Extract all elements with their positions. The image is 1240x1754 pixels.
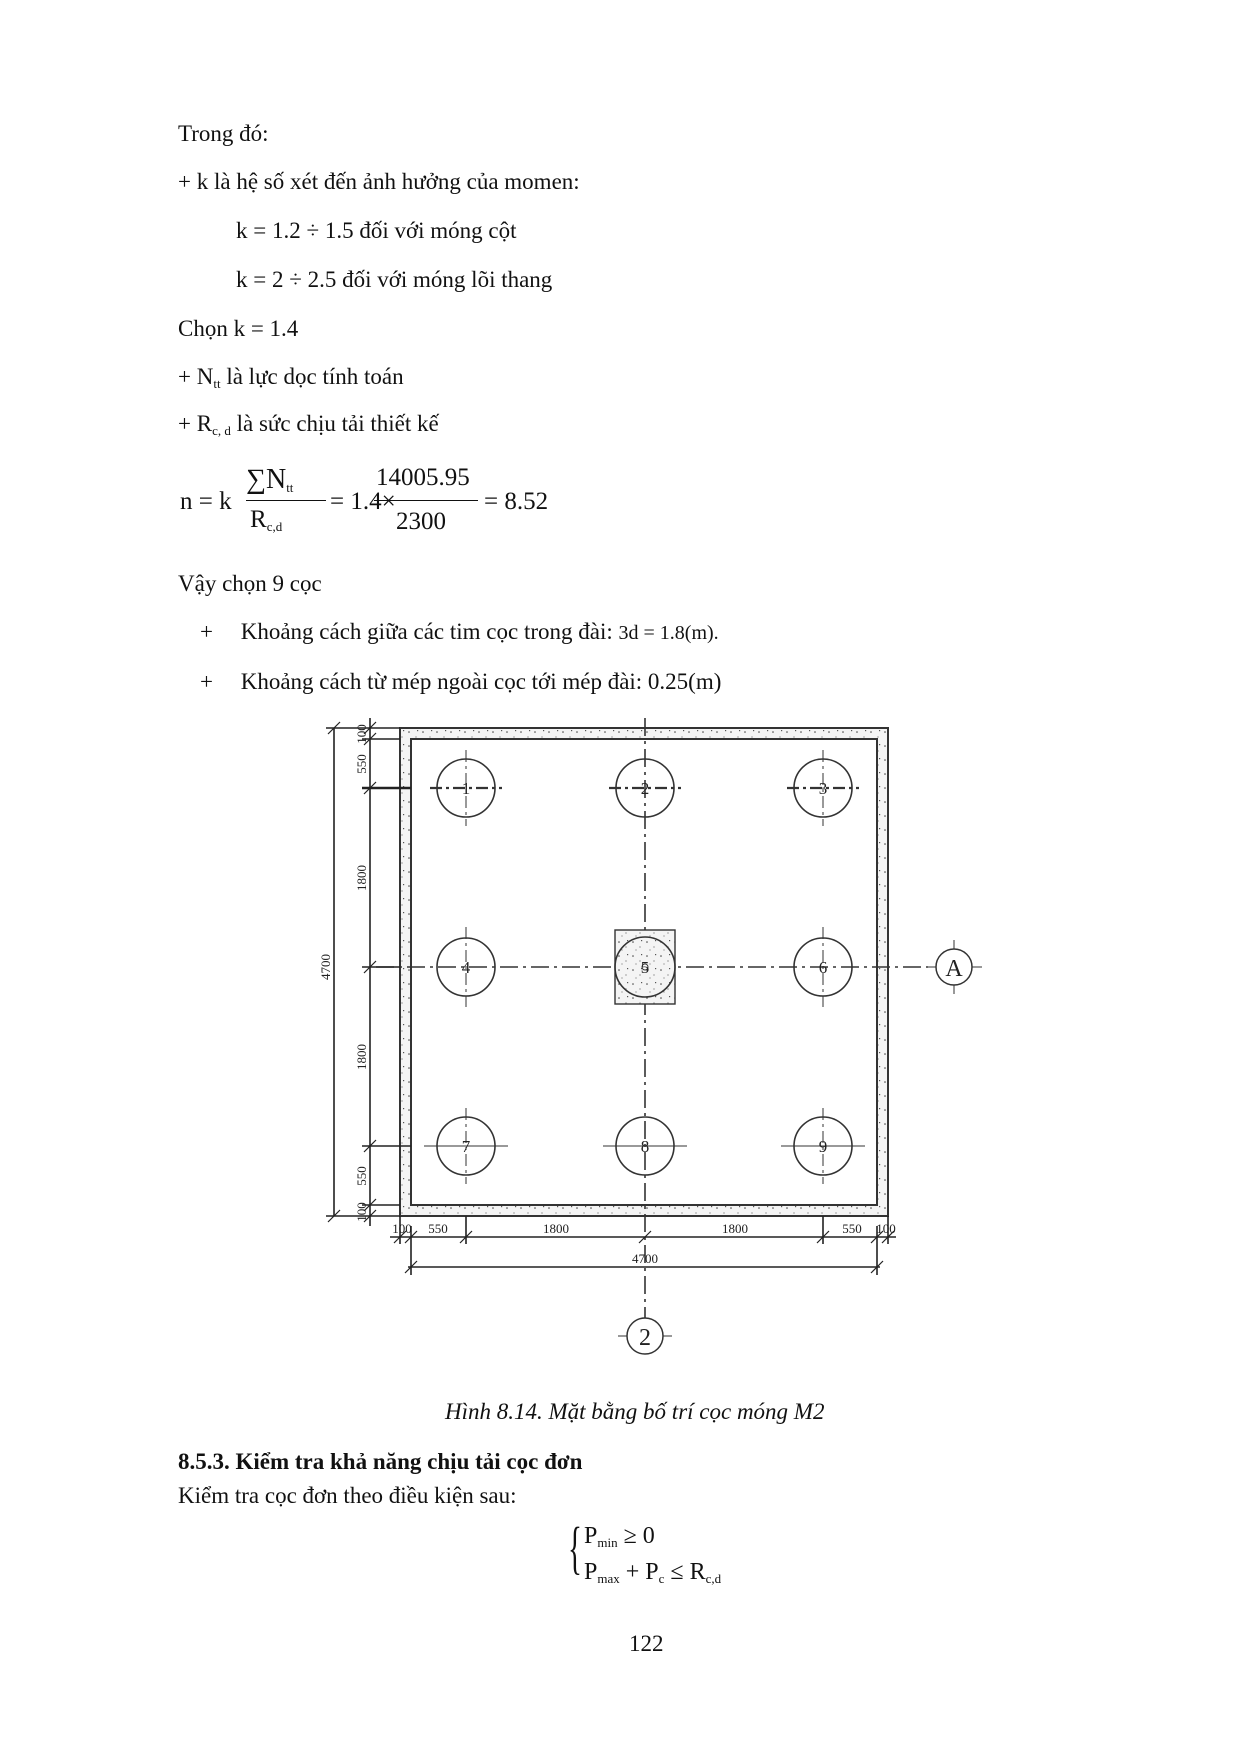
rcd-den: R [250, 506, 267, 533]
axis-bubble-a [928, 940, 982, 994]
formula-num-value: 14005.95 [376, 464, 470, 491]
condition-pmin [584, 1524, 655, 1549]
section-heading: 8.5.3. Kiểm tra khả năng chịu tải cọc đơn [178, 1449, 583, 1474]
dim-v-100-top: 100 [354, 724, 369, 744]
formula-den-value: 2300 [396, 508, 446, 535]
vertical-dimensions [326, 718, 411, 1226]
bullet-marker: + [200, 669, 213, 694]
pmax-sub: max [597, 1571, 620, 1586]
dim-h-100-right: 100 [876, 1221, 896, 1236]
dim-v-1800-top: 1800 [354, 865, 369, 891]
k-description: + k là hệ số xét đến ảnh hưởng của momen: [178, 169, 580, 194]
dim-h-550-left: 550 [428, 1221, 448, 1236]
ntt-subscript: tt [213, 376, 221, 391]
axis-bubble-2 [618, 1318, 672, 1354]
rcd-symbol: ≤ R [664, 1559, 706, 1585]
figure-caption: Hình 8.14. Mặt bằng bố trí cọc móng M2 [445, 1399, 825, 1424]
page-number: 122 [629, 1631, 664, 1656]
dim-h-550-right: 550 [842, 1221, 862, 1236]
axis-label-a: A [945, 956, 963, 982]
rcd-den-sub: c,d [266, 519, 283, 534]
dim-h-100-left: 100 [392, 1221, 412, 1236]
pile-label-7: 7 [461, 1137, 471, 1156]
pmax-symbol: P [584, 1559, 598, 1585]
pile-label-8: 8 [640, 1137, 650, 1156]
horizontal-dimensions [390, 1216, 896, 1275]
ntt-desc: là lực dọc tính toán [220, 364, 404, 389]
bullet-math: 3d = 1.8(m). [618, 622, 719, 644]
k-column-range: k = 1.2 ÷ 1.5 đối với móng cột [236, 218, 517, 243]
dim-h-1800-left: 1800 [543, 1221, 569, 1236]
vertical-dim-labels [318, 724, 369, 1222]
choose-k: Chọn k = 1.4 [178, 316, 299, 341]
axis-label-2: 2 [639, 1325, 651, 1351]
horizontal-dim-labels [392, 1221, 896, 1266]
rcd-subscript: c, d [212, 423, 231, 438]
pmin-rhs: ≥ 0 [617, 1523, 655, 1549]
formula-result: = 8.52 [484, 488, 549, 515]
dim-h-total: 4700 [632, 1251, 658, 1266]
dim-v-total: 4700 [318, 954, 333, 980]
section-intro: Kiểm tra cọc đơn theo điều kiện sau: [178, 1483, 517, 1508]
bullet-text: Khoảng cách từ mép ngoài cọc tới mép đài: 0.25(m) [240, 669, 722, 694]
pile-label-2: 2 [640, 779, 650, 798]
pile-label-1: 1 [461, 779, 471, 798]
k-core-range: k = 2 ÷ 2.5 đối với móng lõi thang [236, 267, 553, 292]
dim-v-550-bottom: 550 [354, 1166, 369, 1186]
pile-label-9: 9 [818, 1137, 828, 1156]
rcd-symbol: + R [178, 411, 213, 436]
where-label: Trong đó: [178, 121, 269, 146]
dim-v-550-top: 550 [354, 754, 369, 774]
pmin-symbol: P [584, 1523, 598, 1549]
formula-eq1: = 1.4× [330, 488, 396, 515]
bullet-marker: + [200, 619, 213, 644]
pile-label-3: 3 [818, 779, 828, 798]
brace-icon: { [568, 1515, 582, 1580]
pmin-sub: min [597, 1535, 618, 1550]
pile-label-6: 6 [818, 958, 828, 977]
rcd-desc: là sức chịu tải thiết kế [230, 411, 439, 436]
pile-label-5: 5 [640, 958, 650, 977]
dim-h-1800-right: 1800 [722, 1221, 748, 1236]
bullet-text: Khoảng cách giữa các tim cọc trong đài: [240, 619, 619, 644]
conclusion: Vậy chọn 9 cọc [178, 571, 322, 596]
rcd-sub: c,d [705, 1571, 722, 1586]
single-pile-conditions [568, 1515, 788, 1600]
pile-label-4: 4 [461, 958, 471, 977]
dim-v-1800-bottom: 1800 [354, 1044, 369, 1070]
ntt-symbol: + N [178, 364, 214, 389]
formula-lhs: n = k [180, 488, 232, 515]
dim-v-100-bottom: 100 [354, 1202, 369, 1222]
pc-sub: c [658, 1571, 665, 1586]
pc-symbol: + P [619, 1559, 659, 1585]
condition-pmax [584, 1560, 721, 1585]
sum-ntt: ∑N [246, 464, 287, 495]
sum-ntt-sub: tt [286, 480, 294, 495]
